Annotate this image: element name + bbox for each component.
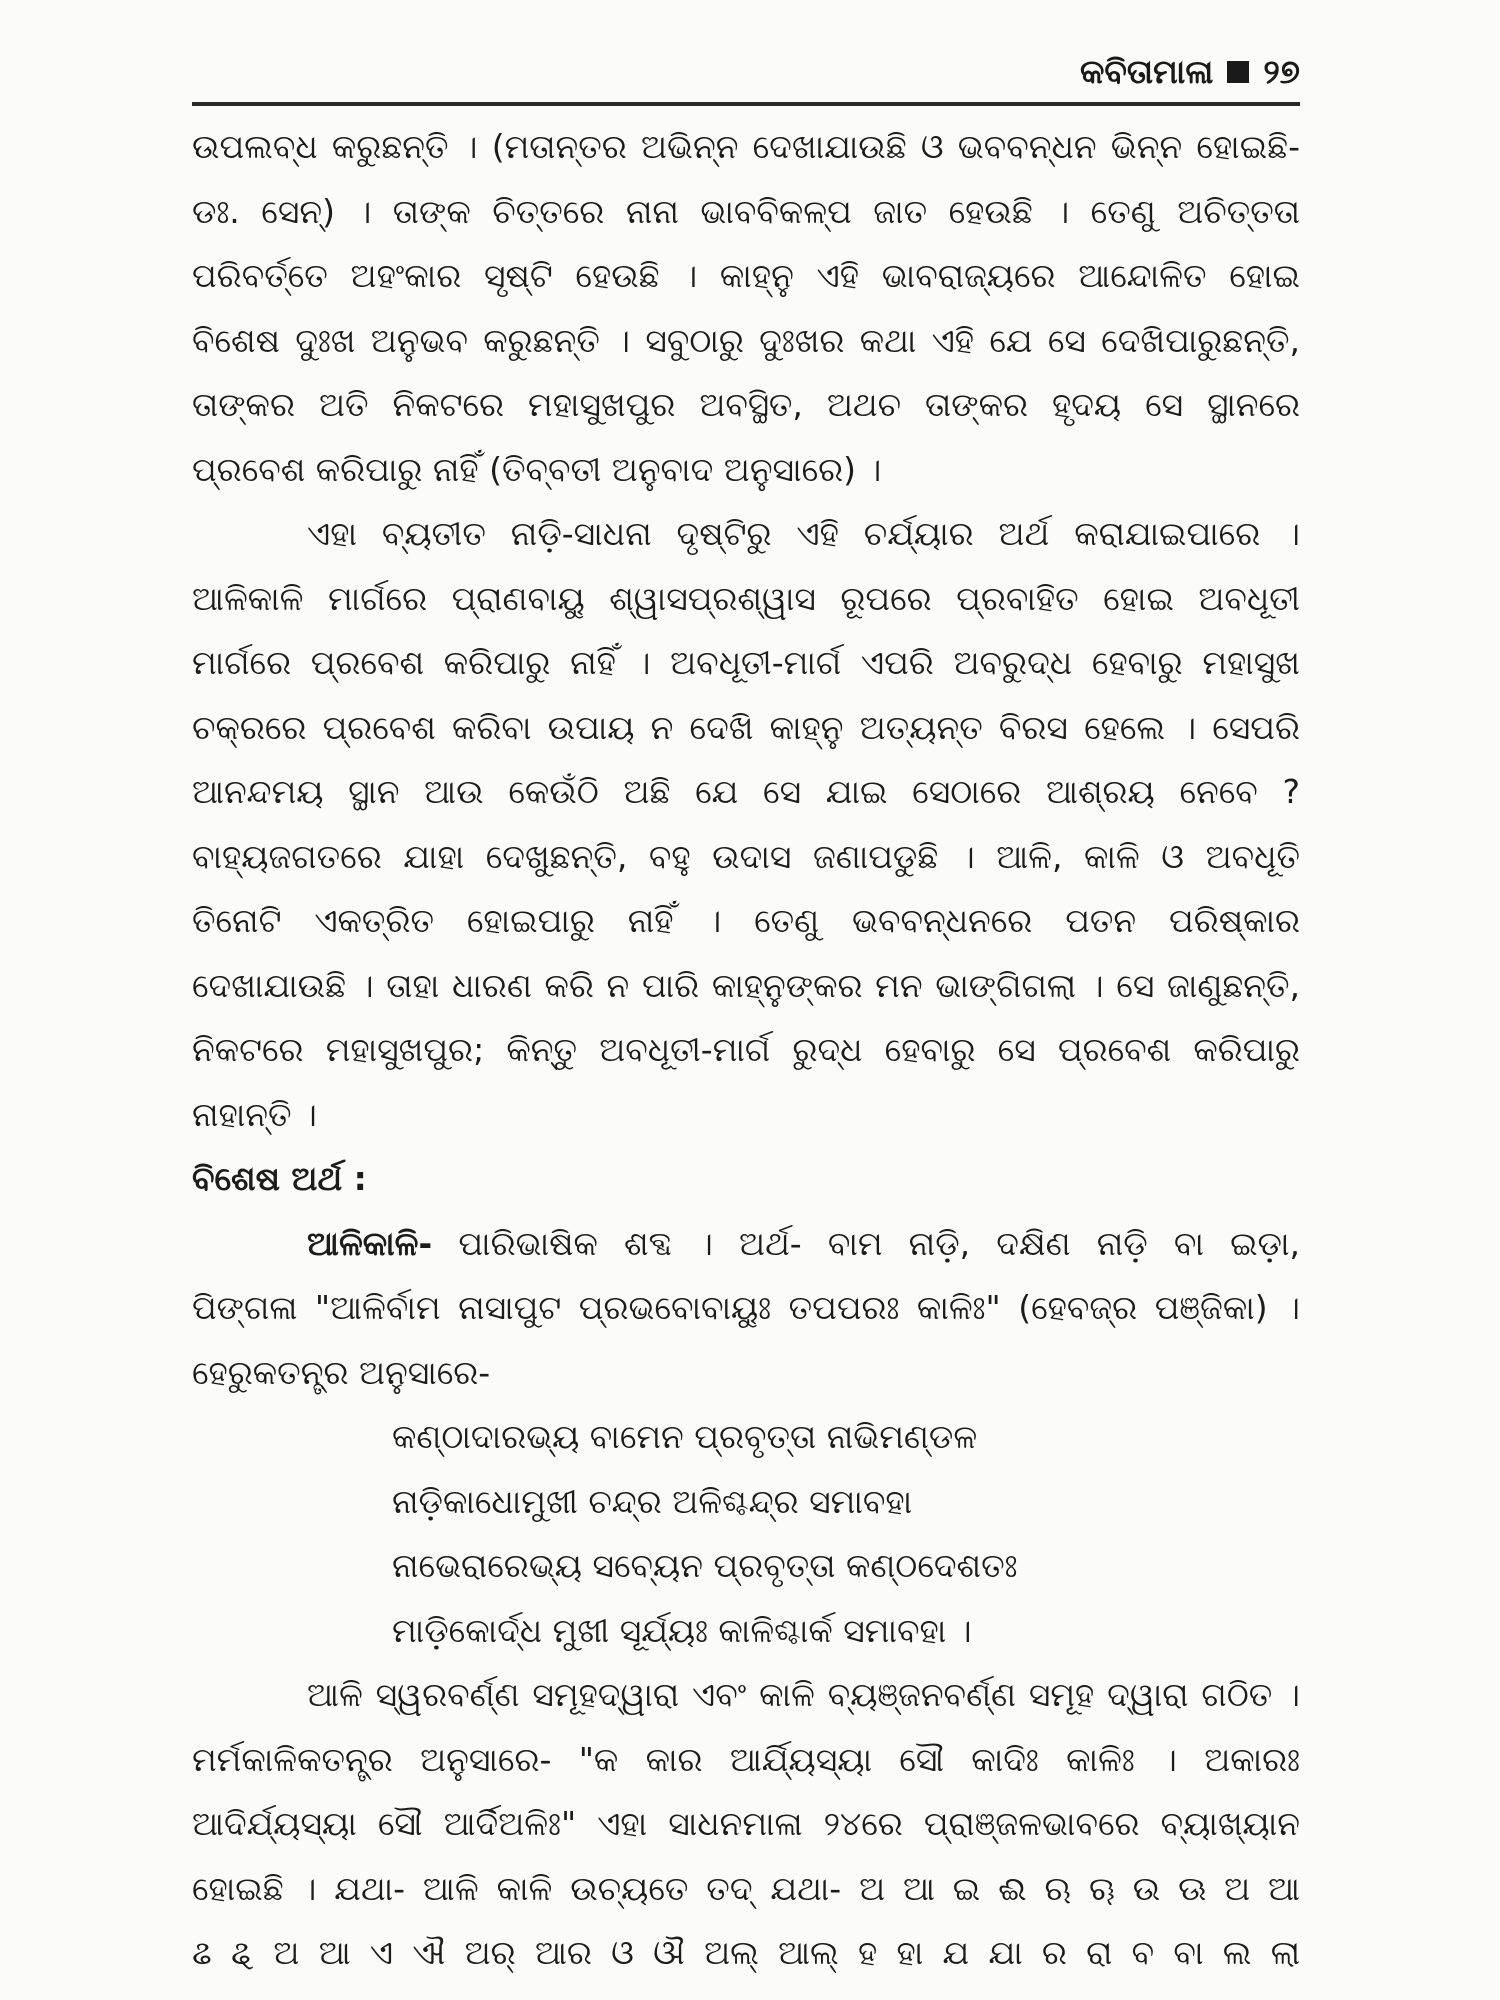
- body-text: [192, 115, 1300, 1986]
- square-bullet-icon: [1227, 61, 1249, 83]
- text-line: ଆଳିକାଳି ମାର୍ଗରେ ପ୍ରାଣବାୟୁ ଶ୍ୱାସପ୍ରଶ୍ୱାସ ରୂପରେ ପ୍ରବାହିତ ହୋଇ ଅବଧୂତୀ: [192, 578, 1300, 618]
- text-line: ପରିବର୍ତ୍ତେ ଅହଂକାର ସୃଷ୍ଟି ହେଉଛି । କାହ୍ନୁ ଏହି ଭାବରାଜ୍ୟରେ ଆନ୍ଦୋଳିତ ହୋଇ: [192, 256, 1300, 295]
- text-line: ମାର୍ଗରେ ପ୍ରବେଶ କରିପାରୁ ନାହିଁ । ଅବଧୂତୀ-ମାର୍ଗ ଏପରି ଅବରୁଦ୍ଧ ହେବାରୁ ମହାସୁଖ: [192, 643, 1300, 682]
- text-line: ହୋଇଛି । ଯଥା- ଆଳି କାଳି ଉଚ୍ୟତେ ତଦ୍ ଯଥା- ଅ ଆ ଇ ଈ ଋ ୠ ଉ ଊ ଅ ଆ: [192, 1868, 1300, 1908]
- page-number: ୨୭: [1263, 52, 1300, 91]
- term-definition: ପାରିଭାଷିକ ଶବ୍ଦ । ଅର୍ଥ- ବାମ ନାଡ଼ି, ଦକ୍ଷିଣ ନାଡ଼ି ବା ଇଡ଼ା,: [458, 1223, 1300, 1263]
- text-line: ଆନନ୍ଦମୟ ସ୍ଥାନ ଆଉ କେଉଁଠି ଅଛି ଯେ ସେ ଯାଇ ସେଠାରେ ଆଶ୍ରୟ ନେବେ ?: [192, 772, 1300, 811]
- section-heading: ବିଶେଷ ଅର୍ଥ :: [192, 1159, 367, 1198]
- text-line: ନାହାନ୍ତି ।: [192, 1094, 317, 1134]
- text-line: ଡଃ. ସେନ୍) । ତାଙ୍କ ଚିତ୍ତରେ ନାନା ଭାବବିକଳ୍ପ ଜାତ ହେଉଛି । ତେଣୁ ଅଚିତ୍ତତା: [192, 191, 1300, 231]
- text-line: ନିକଟରେ ମହାସୁଖପୁର; କିନ୍ତୁ ଅବଧୂତୀ-ମାର୍ଗ ରୁଦ୍ଧ ହେବାରୁ ସେ ପ୍ରବେଶ କରିପାରୁ: [192, 1030, 1300, 1069]
- text-line: ଦେଖାଯାଉଛି । ତାହା ଧାରଣ କରି ନ ପାରି କାହ୍ନୁଙ୍କର ମନ ଭାଙ୍ଗିଗଲା । ସେ ଜାଣୁଛନ୍ତି,: [192, 965, 1300, 1005]
- running-header: [1080, 52, 1300, 92]
- text-line: ବାହ୍ୟଜଗତରେ ଯାହା ଦେଖୁଛନ୍ତି, ବହୁ ଉଦାସ ଜଣାପଡୁଛି । ଆଳି, କାଳି ଓ ଅବଧୂତି: [192, 836, 1300, 876]
- text-line: ମର୍ମକାଳିକତନ୍ତ୍ର ଅନୁସାରେ- "କ କାର ଆର୍ଯ୍ୟିସ୍ୟା ସୌ କାଦିଃ କାଳିଃ । ଅକାରଃ: [192, 1739, 1300, 1779]
- text-line: ପିଙ୍ଗଳା "ଆଳିର୍ବାମ ନାସାପୁଟ ପ୍ରଭବୋବାୟୁଃ ତପପରଃ କାଳିଃ" (ହେବଜ୍ର ପଞ୍ଜିକା) ।: [192, 1288, 1300, 1327]
- text-line: ଆଦିର୍ଯ୍ୟସ୍ୟା ସୌ ଆର୍ଦିଅଳିଃ" ଏହା ସାଧନମାଳା ୨୪ରେ ପ୍ରାଞ୍ଜଳଭାବରେ ବ୍ୟାଖ୍ୟାନ: [192, 1804, 1300, 1843]
- text-line: [192, 1212, 1300, 1277]
- book-title: କବିତାମାଳା: [1080, 52, 1214, 91]
- header-rule: [192, 102, 1300, 106]
- text-line: ଌ ୡ ଅ ଆ ଏ ଐ ଅର୍ ଆର ଓ ଔ ଅଲ୍ ଆଲ୍ ହ ହା ଯ ଯା ର ରା ବ ବା ଲ ଲା: [192, 1933, 1300, 1972]
- verse-line: ନାଡ଼ିକାଧୋମୁଖୀ ଚନ୍ଦ୍ର ଅଳିଶ୍ଚନ୍ଦ୍ର ସମାବହା: [392, 1481, 913, 1521]
- verse-line: ନାଭେରାରେଭ୍ୟ ସବ୍ୟେନ ପ୍ରବୃତ୍ତା କଣ୍ଠଦେଶତଃ: [392, 1546, 1018, 1585]
- text-line: ବିଶେଷ ଦୁଃଖ ଅନୁଭବ କରୁଛନ୍ତି । ସବୁଠାରୁ ଦୁଃଖର କଥା ଏହି ଯେ ସେ ଦେଖିପାରୁଛନ୍ତି,: [192, 320, 1300, 360]
- text-line: ଚକ୍ରରେ ପ୍ରବେଶ କରିବା ଉପାୟ ନ ଦେଖି କାହ୍ନୁ ଅତ୍ୟନ୍ତ ବିରସ ହେଲେ । ସେପରି: [192, 707, 1300, 747]
- verse-line: କଣ୍ଠାଦାରଭ୍ୟ ବାମେନ ପ୍ରବୃତ୍ତା ନାଭିମଣ୍ଡଳ: [392, 1417, 978, 1456]
- text-line: ହେରୁକତନ୍ତ୍ର ଅନୁସାରେ-: [192, 1352, 491, 1392]
- text-line: ପ୍ରବେଶ କରିପାରୁ ନାହିଁ (ତିବ୍ବତୀ ଅନୁବାଦ ଅନୁସାରେ) ।: [192, 449, 882, 489]
- text-line: ଏହା ବ୍ୟତୀତ ନାଡ଼ି-ସାଧନା ଦୃଷ୍ଟିରୁ ଏହି ଚର୍ଯ୍ୟାର ଅର୍ଥ କରାଯାଇପାରେ ।: [307, 514, 1300, 553]
- verse-line: ମାଡ଼ିକୋର୍ଦ୍ଧ ମୁଖୀ ସୂର୍ଯ୍ୟଃ କାଳିଶ୍ଚାର୍କ ସମାବହା ।: [392, 1610, 972, 1650]
- text-line: ଆଳି ସ୍ୱରବର୍ଣ୍ଣ ସମୂହଦ୍ୱାରା ଏବଂ କାଳି ବ୍ୟଞ୍ଜନବର୍ଣ୍ଣ ସମୂହ ଦ୍ୱାରା ଗଠିତ ।: [307, 1675, 1300, 1714]
- term-aalikaali: ଆଳିକାଳି-: [307, 1223, 433, 1263]
- text-line: ତିନୋଟି ଏକତ୍ରିତ ହୋଇପାରୁ ନାହିଁ । ତେଣୁ ଭବବନ୍ଧନରେ ପତନ ପରିଷ୍କାର: [192, 901, 1300, 940]
- text-line: ଉପଲବ୍ଧ କରୁଛନ୍ତି । (ମତାନ୍ତର ଅଭିନ୍ନ ଦେଖାଯାଉଛି ଓ ଭବବନ୍ଧନ ଭିନ୍ନ ହୋଇଛି-: [192, 127, 1300, 166]
- text-line: ତାଙ୍କର ଅତି ନିକଟରେ ମହାସୁଖପୁର ଅବସ୍ଥିତ, ଅଥଚ ତାଙ୍କର ହୃଦୟ ସେ ସ୍ଥାନରେ: [192, 385, 1300, 424]
